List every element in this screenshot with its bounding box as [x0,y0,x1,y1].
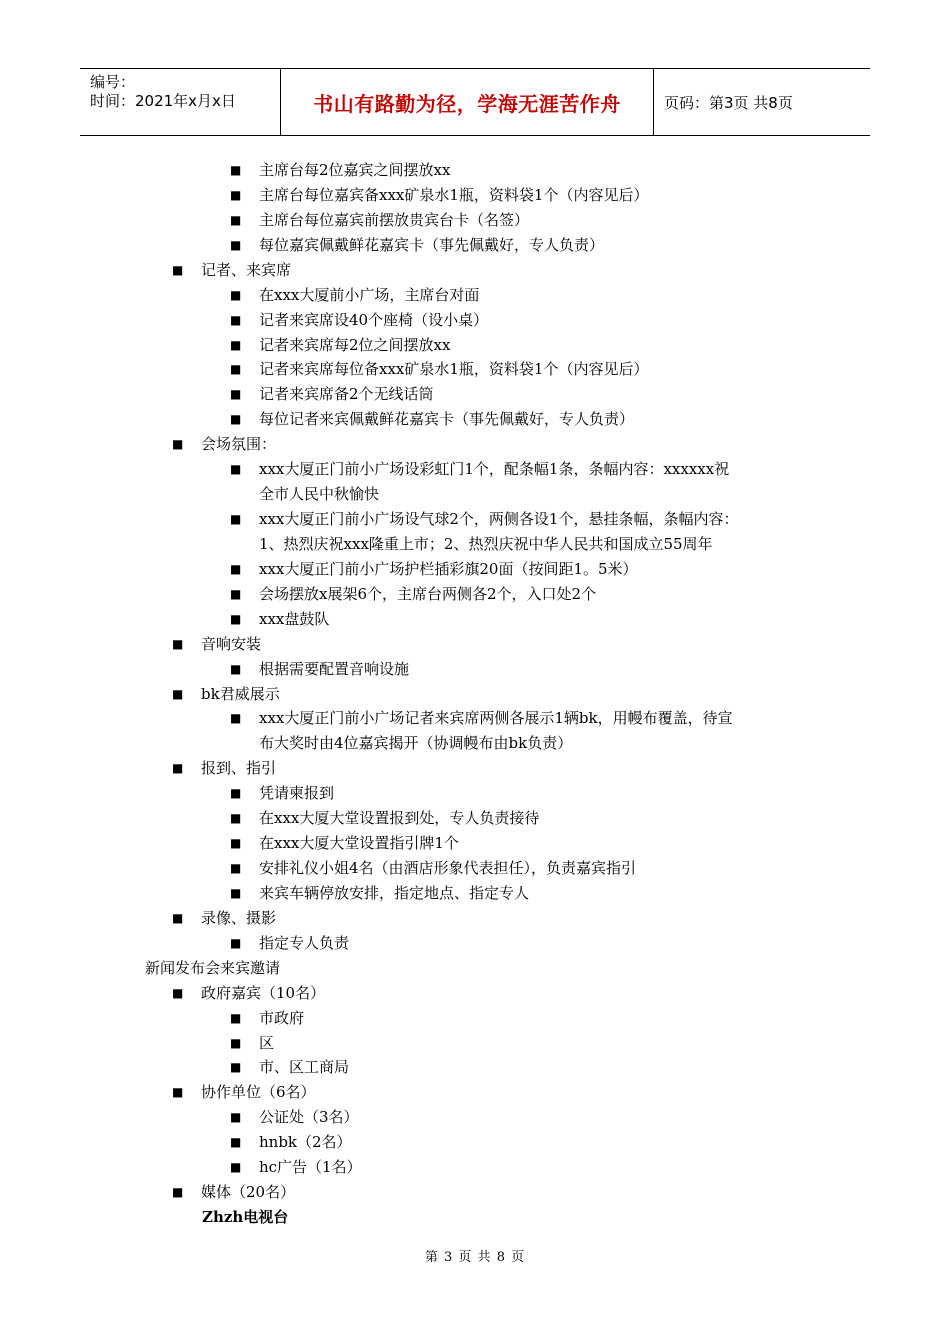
list-item-level2 [230,283,479,308]
list-item-level2 [230,1055,349,1080]
list-item-level1 [172,1080,316,1105]
bullet-square-icon: ■ [230,312,242,327]
bullet-square-icon: ■ [230,811,242,826]
line-text: 新闻发布会来宾邀请 [145,958,281,977]
line-text: 在xxx大厦大堂设置报到处，专人负责接待 [259,809,540,828]
bullet-square-icon: ■ [230,711,242,726]
list-item-level2 [230,806,539,831]
header-page-cell [654,69,870,135]
line-text: 会场氛围： [201,435,277,454]
line-text: xxx大厦正门前小广场护栏插彩旗20面（按间距1。5米） [259,559,638,578]
line-text: xxx大厦正门前小广场设彩虹门1个，配条幅1条，条幅内容：xxxxxx祝 [259,460,730,479]
list-item-level2 [230,582,596,607]
list-item-level2 [230,1130,352,1155]
bullet-square-icon: ■ [172,437,184,452]
list-item-level1 [172,632,261,657]
line-text: 全市人民中秋愉快 [259,485,380,504]
bullet-square-icon: ■ [172,1185,184,1200]
line-text: 公证处（3名） [259,1108,359,1127]
bullet-square-icon: ■ [230,1160,242,1175]
line-text: 布大奖时由4位嘉宾揭开（协调幔布由bk负责） [259,734,573,753]
line-text: 记者来宾席设40个座椅（设小桌） [259,310,489,329]
bullet-square-icon: ■ [230,1135,242,1150]
list-item-level2 [230,831,459,856]
time-label: 时间：2021年x月x日 [90,92,236,110]
line-text: xxx盘鼓队 [259,609,330,628]
bullet-square-icon: ■ [230,512,242,527]
list-item-continuation [259,731,572,756]
line-text: 每位嘉宾佩戴鲜花嘉宾卡（事先佩戴好，专人负责） [259,235,605,254]
bullet-square-icon: ■ [230,561,242,576]
list-item-level1 [172,258,291,283]
bullet-square-icon: ■ [230,163,242,177]
line-text: hnbk（2名） [259,1133,352,1152]
line-text: 区 [259,1033,275,1052]
line-text: 报到、指引 [201,759,277,778]
list-item-level2 [230,1031,274,1056]
line-text: 来宾车辆停放安排，指定地点、指定专人 [259,883,530,902]
line-text: bk君威展示 [201,684,280,703]
bullet-square-icon: ■ [230,836,242,851]
list-item-level2 [230,657,409,682]
list-item-level2 [230,357,648,382]
list-item-level2 [230,706,733,731]
bullet-square-icon: ■ [172,262,184,277]
line-text: 在xxx大厦大堂设置指引牌1个 [259,834,459,853]
page-label: 页码：第3页 共8页 [664,93,793,112]
line-text: 会场摆放x展架6个，主席台两侧各2个，入口处2个 [259,584,597,603]
list-item-level2 [230,233,604,258]
bullet-square-icon: ■ [230,935,242,950]
line-text: 政府嘉宾（10名） [201,983,326,1002]
line-text: 指定专人负责 [259,933,350,952]
list-item-level1 [172,756,276,781]
line-text: 根据需要配置音响设施 [259,659,410,678]
list-item-level2 [230,1155,362,1180]
list-item-continuation [259,532,713,557]
line-text: 主席台每2位嘉宾之间摆放xx [259,161,451,179]
line-text: 1、热烈庆祝xxx隆重上市；2、热烈庆祝中华人民共和国成立55周年 [259,534,713,553]
bullet-square-icon: ■ [172,636,184,651]
line-text: hc广告（1名） [259,1158,362,1177]
header-info-cell [80,69,281,135]
line-text: 凭请柬报到 [259,784,335,803]
bullet-square-icon: ■ [230,387,242,402]
bullet-square-icon: ■ [230,337,242,352]
list-item-level2 [230,382,434,407]
list-item-level2 [230,457,729,482]
bullet-square-icon: ■ [230,1010,242,1025]
line-text: 市政府 [259,1008,305,1027]
list-item-level2 [230,507,738,532]
bullet-square-icon: ■ [230,187,242,202]
page-footer: 第 3 页 共 8 页 [424,1250,526,1265]
bullet-square-icon: ■ [230,1035,242,1050]
list-item-level2 [230,607,329,632]
list-item-level2 [230,557,638,582]
bullet-square-icon: ■ [230,462,242,477]
line-text: 记者来宾席每位备xxx矿泉水1瓶，资料袋1个（内容见后） [259,360,649,379]
line-text: 音响安装 [201,634,262,653]
line-text: 录像、摄影 [201,908,277,927]
bullet-square-icon: ■ [230,287,242,302]
bullet-square-icon: ■ [230,237,242,252]
bullet-square-icon: ■ [230,786,242,801]
list-item-level2 [230,208,529,233]
list-item-level2 [230,158,450,183]
list-subtext [202,1205,288,1230]
line-text: 记者来宾席备2个无线话筒 [259,385,434,404]
code-label: 编号： [90,73,136,91]
line-text: 协作单位（6名） [201,1083,316,1102]
bullet-square-icon: ■ [230,362,242,377]
bullet-square-icon: ■ [230,1060,242,1075]
section-heading [145,956,280,981]
line-text: 在xxx大厦前小广场，主席台对面 [259,285,480,304]
line-text: xxx大厦正门前小广场设气球2个，两侧各设1个，悬挂条幅，条幅内容： [259,510,739,529]
bullet-square-icon: ■ [230,412,242,427]
bullet-square-icon: ■ [172,1085,184,1100]
list-item-level1 [172,682,280,707]
list-item-level2 [230,407,634,432]
list-item-level2 [230,1006,304,1031]
list-item-level1 [172,981,325,1006]
line-text: 安排礼仪小姐4名（由酒店形象代表担任），负责嘉宾指引 [259,859,637,878]
line-text: 记者、来宾席 [201,260,292,279]
list-item-continuation [259,482,379,507]
list-item-level1 [172,432,276,457]
bullet-square-icon: ■ [230,861,242,876]
list-item-level1 [172,1180,295,1205]
line-text: 市、区工商局 [259,1058,350,1077]
bullet-square-icon: ■ [172,910,184,925]
bullet-square-icon: ■ [230,661,242,676]
bullet-square-icon: ■ [230,1110,242,1125]
bullet-square-icon: ■ [172,761,184,776]
list-item-level2 [230,333,450,358]
list-item-level2 [230,183,648,208]
line-text: 主席台每位嘉宾备xxx矿泉水1瓶，资料袋1个（内容见后） [259,185,649,204]
list-item-level1 [172,906,276,931]
line-text: 媒体（20名） [201,1183,296,1202]
line-text: Zhzh电视台 [202,1208,289,1227]
list-item-level2 [230,1105,359,1130]
header-motto-cell [281,69,654,135]
list-item-level2 [230,308,488,333]
bullet-square-icon: ■ [230,212,242,227]
line-text: 主席台每位嘉宾前摆放贵宾台卡（名签） [259,210,530,229]
list-item-level2 [230,781,334,806]
line-text: xxx大厦正门前小广场记者来宾席两侧各展示1辆bk，用幔布覆盖，待宣 [259,709,733,728]
list-item-level2 [230,856,636,881]
bullet-square-icon: ■ [230,611,242,626]
list-item-level2 [230,881,529,906]
line-text: 每位记者来宾佩戴鲜花嘉宾卡（事先佩戴好，专人负责） [259,410,635,429]
bullet-square-icon: ■ [172,686,184,701]
motto-text: 书山有路勤为径，学海无涯苦作舟 [313,91,621,116]
document-header [80,68,870,136]
bullet-square-icon: ■ [172,985,184,1000]
line-text: 记者来宾席每2位之间摆放xx [259,335,451,354]
bullet-square-icon: ■ [230,885,242,900]
bullet-square-icon: ■ [230,586,242,601]
list-item-level2 [230,931,349,956]
